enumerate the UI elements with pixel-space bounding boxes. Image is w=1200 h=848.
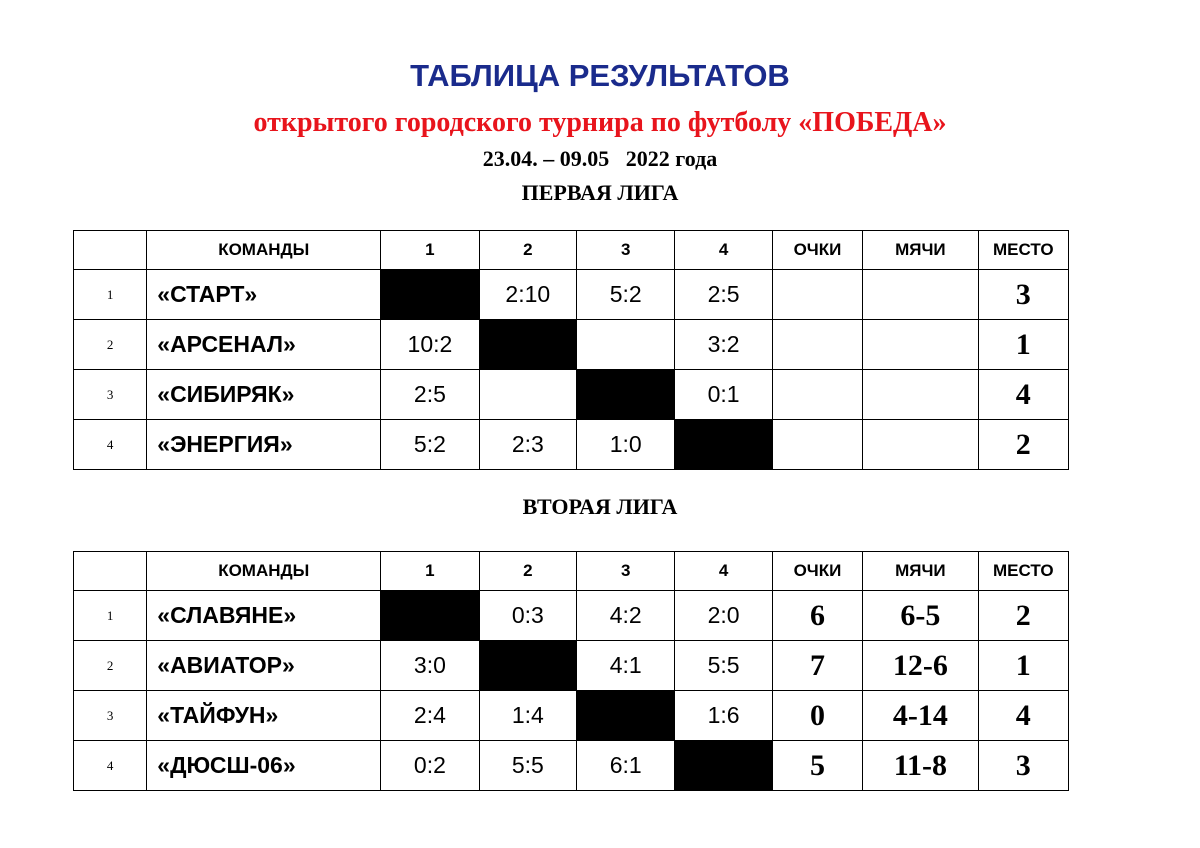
league-1-results-table: [73, 230, 1069, 470]
team-name: «СИБИРЯК»: [147, 370, 381, 420]
score-cell: 1:6: [675, 691, 772, 741]
goals-cell: 12-6: [863, 641, 978, 691]
league-2-results-table: [73, 551, 1069, 791]
row-number: 1: [74, 591, 147, 641]
header-cell-number: [74, 231, 147, 270]
row-number: 2: [74, 320, 147, 370]
table-row: [74, 641, 1069, 691]
score-cell: 0:3: [479, 591, 576, 641]
row-number: 2: [74, 641, 147, 691]
self-match-cell: [479, 320, 576, 370]
table-header-row: [74, 231, 1069, 270]
row-number: 4: [74, 420, 147, 470]
place-cell: 4: [978, 691, 1068, 741]
page-subtitle: открытого городского турнира по футболу «ПОБЕДА»: [253, 107, 947, 138]
place-cell: 3: [978, 741, 1068, 791]
header-cell-2: 2: [479, 231, 576, 270]
points-cell: [772, 270, 862, 320]
header-cell-goals: МЯЧИ: [863, 231, 978, 270]
points-cell: 5: [772, 741, 862, 791]
goals-cell: 11-8: [863, 741, 978, 791]
score-cell: 0:2: [381, 741, 479, 791]
header-cell-points: ОЧКИ: [772, 552, 862, 591]
table-row: [74, 370, 1069, 420]
team-name: «ДЮСШ-06»: [147, 741, 381, 791]
score-cell: 2:5: [381, 370, 479, 420]
page-title: ТАБЛИЦА РЕЗУЛЬТАТОВ: [410, 58, 790, 93]
place-cell: 3: [978, 270, 1068, 320]
team-name: «АВИАТОР»: [147, 641, 381, 691]
header-cell-1: 1: [381, 231, 479, 270]
table-row: [74, 320, 1069, 370]
header-cell-number: [74, 552, 147, 591]
score-cell: 2:10: [479, 270, 576, 320]
score-cell: 3:0: [381, 641, 479, 691]
score-cell: 10:2: [381, 320, 479, 370]
header-cell-3: 3: [577, 552, 675, 591]
table-row: [74, 741, 1069, 791]
place-cell: 2: [978, 591, 1068, 641]
goals-cell: [863, 320, 978, 370]
self-match-cell: [381, 591, 479, 641]
team-name: «ЭНЕРГИЯ»: [147, 420, 381, 470]
score-cell: 0:1: [675, 370, 772, 420]
header-cell-1: 1: [381, 552, 479, 591]
score-cell: 5:2: [577, 270, 675, 320]
team-name: «АРСЕНАЛ»: [147, 320, 381, 370]
score-cell: 2:5: [675, 270, 772, 320]
team-name: «СТАРТ»: [147, 270, 381, 320]
row-number: 3: [74, 691, 147, 741]
points-cell: [772, 320, 862, 370]
score-cell: 1:4: [479, 691, 576, 741]
score-cell: 2:4: [381, 691, 479, 741]
place-cell: 1: [978, 320, 1068, 370]
score-cell: [577, 320, 675, 370]
self-match-cell: [577, 370, 675, 420]
goals-cell: [863, 420, 978, 470]
goals-cell: 4-14: [863, 691, 978, 741]
self-match-cell: [479, 641, 576, 691]
self-match-cell: [675, 420, 772, 470]
goals-cell: [863, 270, 978, 320]
goals-cell: 6-5: [863, 591, 978, 641]
header-cell-place: МЕСТО: [978, 231, 1068, 270]
self-match-cell: [577, 691, 675, 741]
tournament-dates: 23.04. – 09.05 2022 года: [482, 146, 718, 171]
row-number: 3: [74, 370, 147, 420]
league-2-heading: ВТОРАЯ ЛИГА: [522, 494, 678, 519]
points-cell: 7: [772, 641, 862, 691]
score-cell: 1:0: [577, 420, 675, 470]
self-match-cell: [675, 741, 772, 791]
points-cell: 0: [772, 691, 862, 741]
table-header-row: [74, 552, 1069, 591]
table-row: [74, 270, 1069, 320]
table-row: [74, 691, 1069, 741]
score-cell: [479, 370, 576, 420]
score-cell: 4:1: [577, 641, 675, 691]
score-cell: 5:5: [675, 641, 772, 691]
points-cell: 6: [772, 591, 862, 641]
score-cell: 2:3: [479, 420, 576, 470]
header-cell-4: 4: [675, 552, 772, 591]
self-match-cell: [381, 270, 479, 320]
table-row: [74, 420, 1069, 470]
header-cell-place: МЕСТО: [978, 552, 1068, 591]
header-cell-3: 3: [577, 231, 675, 270]
score-cell: 2:0: [675, 591, 772, 641]
header-cell-teams: КОМАНДЫ: [147, 231, 381, 270]
header-cell-goals: МЯЧИ: [863, 552, 978, 591]
header-cell-4: 4: [675, 231, 772, 270]
header-cell-points: ОЧКИ: [772, 231, 862, 270]
team-name: «СЛАВЯНЕ»: [147, 591, 381, 641]
place-cell: 1: [978, 641, 1068, 691]
score-cell: 6:1: [577, 741, 675, 791]
goals-cell: [863, 370, 978, 420]
score-cell: 4:2: [577, 591, 675, 641]
team-name: «ТАЙФУН»: [147, 691, 381, 741]
score-cell: 5:2: [381, 420, 479, 470]
table-row: [74, 591, 1069, 641]
place-cell: 2: [978, 420, 1068, 470]
header-cell-2: 2: [479, 552, 576, 591]
score-cell: 5:5: [479, 741, 576, 791]
score-cell: 3:2: [675, 320, 772, 370]
place-cell: 4: [978, 370, 1068, 420]
league-1-heading: ПЕРВАЯ ЛИГА: [521, 180, 679, 205]
header-cell-teams: КОМАНДЫ: [147, 552, 381, 591]
row-number: 1: [74, 270, 147, 320]
points-cell: [772, 420, 862, 470]
row-number: 4: [74, 741, 147, 791]
points-cell: [772, 370, 862, 420]
